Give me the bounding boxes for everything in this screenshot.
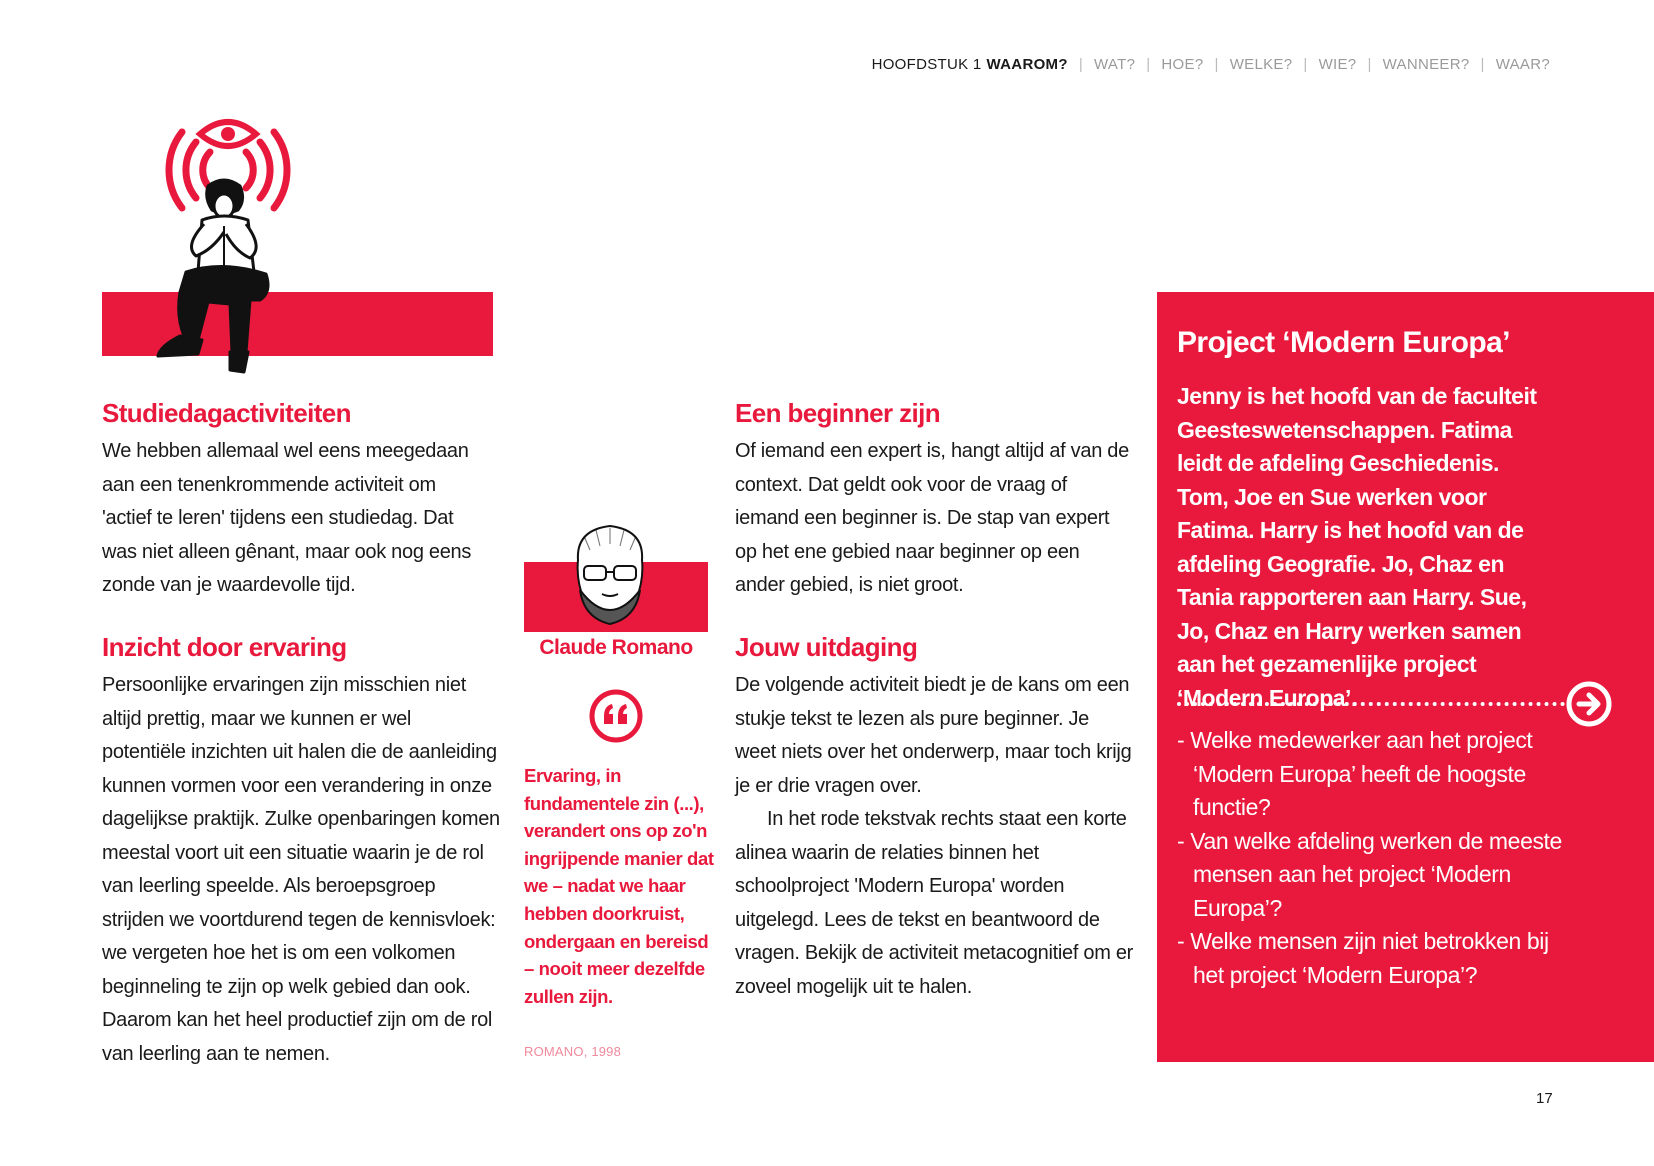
page-number: 17: [1536, 1090, 1553, 1107]
heading-studiedagactiviteiten: Studiedagactiviteiten: [102, 398, 351, 428]
paragraph-jouw-uitdaging: [735, 669, 1135, 1004]
dotted-divider: [1177, 702, 1565, 706]
nav-chapter-prefix: HOOFDSTUK 1: [871, 56, 982, 73]
panel-question-list: [1177, 724, 1567, 992]
nav-separator: |: [1146, 56, 1151, 73]
nav-separator: |: [1303, 56, 1308, 73]
nav-item-wie[interactable]: WIE?: [1318, 56, 1357, 73]
claude-romano-portrait: [560, 520, 660, 630]
paragraph-jouw-uitdaging-part1: De volgende activiteit biedt je de kans om een stukje tekst te lezen als pure beginner. Je weet niets over het onderwerp, maar toch krijg je er drie vragen over.: [735, 674, 1132, 797]
heading-een-beginner-zijn: Een beginner zijn: [735, 398, 941, 428]
panel-body: Jenny is het hoofd van de faculteit Geesteswetenschappen. Fatima leidt de afdeling Geschiedenis. Tom, Joe en Sue werken voor Fatima. Harry is het hoofd van de afdeling Geografie. Jo, Chaz en Tania rapporteren aan Harry. Sue, Jo, Chaz en Harry werken samen aan het gezamenlijke project ‘Modern Europa’.: [1177, 383, 1537, 711]
paragraph-inzicht-door-ervaring: Persoonlijke ervaringen zijn misschien niet altijd prettig, maar we kunnen er wel potentiële inzichten uit halen die de aanleiding kunnen vormen voor een verandering in onze dagelijkse praktijk. Zulke openbaringen komen meestal voort uit een situatie waarin je de rol van leerling speelde. Als beroepsgroep strijden we voortdurend tegen de kennisvloek: we vergeten hoe het is om een volkomen beginneling te zijn op welk gebied dan ook. Daarom kan het heel productief zijn om de rol van leerling aan te nemen.: [102, 674, 500, 1065]
nav-item-wat[interactable]: WAT?: [1094, 56, 1136, 73]
nav-separator: |: [1078, 56, 1084, 73]
quote-source: ROMANO, 1998: [524, 1044, 622, 1059]
nav-item-wanneer[interactable]: WANNEER?: [1382, 56, 1470, 73]
paragraph-studiedagactiviteiten: We hebben allemaal wel eens meegedaan aan een tenenkrommende activiteit om 'actief te leren' tijdens een studiedag. Dat was niet alleen gênant, maar ook nog eens zonde van je waardevolle tijd.: [102, 440, 472, 596]
panel-question: - Welke mensen zijn niet betrokken bij het project ‘Modern Europa’?: [1177, 928, 1549, 988]
seated-person-illustration: [150, 176, 290, 380]
nav-item-waarom[interactable]: WAAROM?: [986, 56, 1068, 73]
nav-separator: |: [1367, 56, 1372, 73]
nav-item-hoe[interactable]: HOE?: [1161, 56, 1204, 73]
panel-question: - Welke medewerker aan het project ‘Modern Europa’ heeft de hoogste functie?: [1177, 727, 1533, 820]
quote-author-name: Claude Romano: [539, 636, 693, 659]
nav-item-waar[interactable]: WAAR?: [1495, 56, 1550, 73]
nav-item-welke[interactable]: WELKE?: [1229, 56, 1293, 73]
nav-separator: |: [1480, 56, 1485, 73]
paragraph-jouw-uitdaging-part2: In het rode tekstvak rechts staat een korte alinea waarin de relaties binnen het schoolproject 'Modern Europa' worden uitgelegd. Lees de tekst en beantwoord de vragen. Bekijk de activiteit metacognitief om er zoveel mogelijk uit te halen.: [735, 808, 1134, 998]
chapter-navigation: [872, 56, 1550, 73]
paragraph-een-beginner-zijn: Of iemand een expert is, hangt altijd af van de context. Dat geldt ook voor de vraag of iemand een beginner is. De stap van expert op het ene gebied naar beginner op een ander gebied, is niet groot.: [735, 440, 1129, 596]
quote-mark-icon: [588, 688, 644, 744]
panel-question: - Van welke afdeling werken de meeste mensen aan het project ‘Modern Europa’?: [1177, 827, 1562, 921]
project-modern-europa-panel: [1157, 292, 1654, 1062]
arrow-right-circle-icon: [1565, 680, 1613, 728]
heading-inzicht-door-ervaring: Inzicht door ervaring: [102, 632, 347, 662]
quote-text: Ervaring, in fundamentele zin (...), verandert ons op zo'n ingrijpende manier dat we – nadat we haar hebben doorkruist, ondergaan en bereisd – nooit meer dezelfde zullen zijn.: [524, 765, 714, 1007]
nav-separator: |: [1214, 56, 1219, 73]
panel-title: Project ‘Modern Europa’: [1177, 326, 1510, 359]
heading-jouw-uitdaging: Jouw uitdaging: [735, 632, 918, 662]
